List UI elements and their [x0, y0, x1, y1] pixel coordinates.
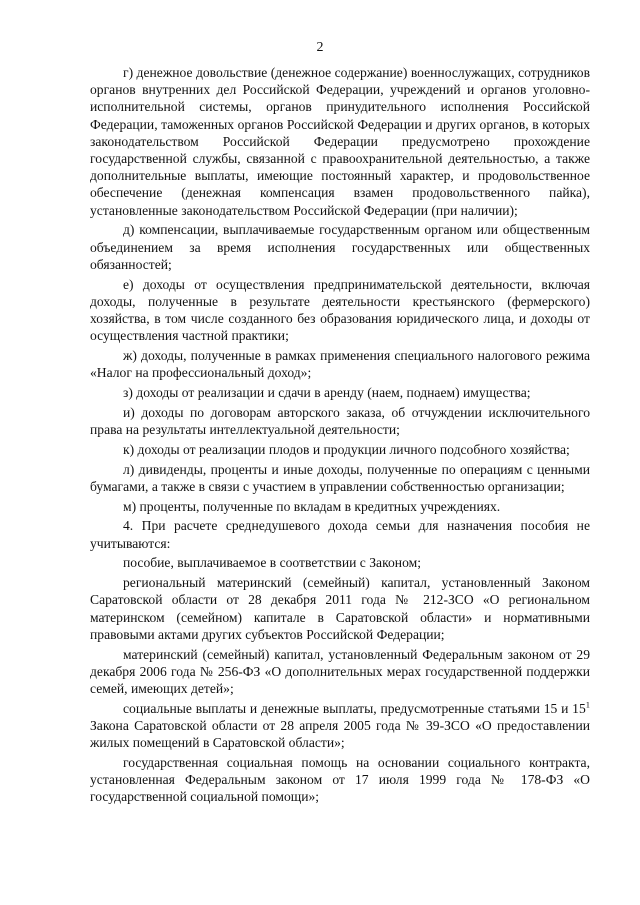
paragraph-federal-maternity-capital: материнский (семейный) капитал, установленный Федеральным законом от 29 декабря 2006 года № 256-ФЗ «О дополнительных мерах государственной поддержки семей, имеющих детей»; — [90, 646, 590, 697]
paragraph-l-dividends: л) дивиденды, проценты и иные доходы, полученные по операциям с ценными бумагами, а также в связи с участием в управлении собственностью организации; — [90, 461, 590, 494]
paragraph-e-business-income: е) доходы от осуществления предпринимательской деятельности, включая доходы, полученные в результате деятельности крестьянского (фермерского) хозяйства, в том числе созданного без образования юридического лица, и доходы от осуществления частной практики; — [90, 276, 590, 344]
paragraph-regional-maternity-capital: региональный материнский (семейный) капитал, установленный Законом Саратовской области от 28 декабря 2011 года № 212-ЗСО «О региональном материнском (семейном) капитале в Саратовской области» и нормативными правовыми актами других субъектов Российской Федерации; — [90, 575, 590, 642]
paragraph-social-payments-text-after: Закона Саратовской области от 28 апреля 2005 года № 39-ЗСО «О предоставлении жилых помещений в Саратовской области»; — [90, 718, 590, 751]
document-body — [90, 64, 590, 808]
paragraph-k-household-produce: к) доходы от реализации плодов и продукции личного подсобного хозяйства; — [123, 441, 570, 457]
page-number: 2 — [316, 40, 324, 55]
paragraph-zh-professional-income-tax: ж) доходы, полученные в рамках применения специального налогового режима «Налог на профессиональный доход»; — [90, 348, 590, 381]
paragraph-allowance-under-law: пособие, выплачиваемое в соответствии с Законом; — [123, 555, 421, 571]
paragraph-z-property-income: з) доходы от реализации и сдачи в аренду (наем, поднаем) имущества; — [123, 385, 531, 401]
paragraph-social-payments-housing — [90, 700, 590, 752]
paragraph-m-deposit-interest: м) проценты, полученные по вкладам в кредитных учреждениях. — [123, 498, 501, 514]
paragraph-g-monetary-allowance: г) денежное довольствие (денежное содержание) военнослужащих, сотрудников органов внутренних дел Российской Федерации, учреждений и органов уголовно-исполнительной системы, органов принудительного исполнения Российской Федерации, таможенных органов Российской Федерации и других органов, в которых законодательством Российской Федерации предусмотрено прохождение государственной службы, связанной с правоохранительной деятельностью, а также дополнительные выплаты, имеющие постоянный характер, и продовольственное обеспечение (денежная компенсация взамен продовольственного пайка), установленные законодательством Российской Федерации (при наличии); — [90, 65, 590, 218]
paragraph-d-compensations: д) компенсации, выплачиваемые государственным органом или общественным объединением за время исполнения государственных или общественных обязанностей; — [90, 222, 590, 272]
paragraph-state-social-assistance: государственная социальная помощь на основании социального контракта, установленная Федеральным законом от 17 июля 1999 года № 178-ФЗ «О государственной социальной помощи»; — [90, 755, 590, 805]
superscript-article-number: 1 — [585, 699, 590, 710]
paragraph-i-author-contracts: и) доходы по договорам авторского заказа, об отчуждении исключительного права на результаты интеллектуальной деятельности; — [90, 404, 590, 438]
paragraph-4-exclusions-heading: 4. При расчете среднедушевого дохода семьи для назначения пособия не учитываются: — [90, 518, 590, 551]
paragraph-social-payments-text-before: социальные выплаты и денежные выплаты, предусмотренные статьями 15 и 15 — [123, 700, 586, 716]
